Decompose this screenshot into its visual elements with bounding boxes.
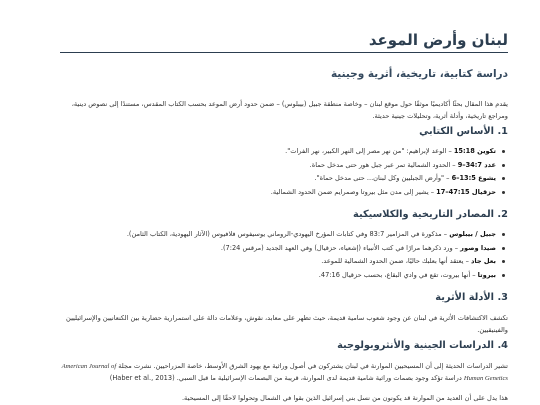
- biblical-list: [60, 148, 508, 202]
- list-item-text: – أنها بيروت، تقع في وادي البقاع، بحسب حزقيال 47:16.: [318, 270, 478, 279]
- list-item: [60, 175, 496, 189]
- citation: (Haber et al., 2013): [109, 373, 175, 382]
- list-item-text: – "وأرض الجبليين وكل لبنان... حتى مدخل حماة".: [314, 174, 452, 183]
- intro-paragraph: يقدم هذا المقال بحثًا أكاديميًا موثقًا حول موقع لبنان – وخاصة منطقة جبيل (بيبلوس) – ضمن حدود أرض الموعد بحسب الكتاب المقدس، مستندًا إلى نصوص دينية، ومراجع تاريخية، وأدلة أثرية، وتحليلات جينية حديثة.: [71, 100, 508, 120]
- list-item: [60, 258, 496, 272]
- title-divider: [60, 52, 508, 53]
- list-item: [60, 148, 496, 162]
- list-item-ref: بيروتا: [477, 270, 496, 279]
- list-item-ref: بعل جاد: [471, 257, 496, 266]
- list-item-text: – يعتقد أنها بعلبك حاليًا، ضمن الحدود الشمالية للموعد.: [321, 257, 471, 266]
- list-item-text: – الحدود الشمالية تمر عبر جبل هور حتى مدخل حماة.: [309, 160, 458, 169]
- section-heading-historical: 2. المصادر التاريخية والكلاسيكية: [353, 209, 508, 220]
- list-item: [60, 231, 496, 245]
- section-heading-genetic: 4. الدراسات الجينية والأنثروبولوجية: [337, 340, 508, 351]
- list-item: [60, 272, 496, 286]
- list-item-ref: تكوين 15:18: [453, 147, 496, 155]
- historical-list: [60, 231, 508, 285]
- list-item-text: – الوعد لإبراهيم: "من نهر مصر إلى النهر الكبير، نهر الفرات".: [285, 147, 454, 155]
- list-item-ref: حزقيال 47:15–17: [436, 187, 496, 196]
- genetics-paragraph-2: هذا يدل على أن العديد من الموارنة قد يكونون من نسل بني إسرائيل الذين بقوا في الشمال وتحولوا لاحقًا إلى المسيحية.: [181, 394, 508, 402]
- list-item-text: – ورد ذكرهما مرارًا في كتب الأنبياء (إشعياء، حزقيال) وفي العهد الجديد (مرقس 7:24).: [220, 243, 461, 252]
- list-item-ref: صيدا وصور: [460, 243, 496, 252]
- page-title: لبنان وأرض الموعد: [368, 31, 508, 49]
- list-item-text: – مذكورة في المزامير 83:7 وفي كتابات المؤرخ اليهودي-الروماني يوسيفوس فلافيوس (الآثار اليهودية، الكتاب الثامن).: [126, 230, 450, 238]
- page-subtitle: دراسة كتابية، تاريخية، أثرية وجينية: [330, 68, 508, 80]
- genetics-paragraph: [60, 361, 508, 384]
- section-heading-biblical: 1. الأساس الكتابي: [419, 126, 508, 137]
- archaeology-paragraph: تكشف الاكتشافات الأثرية في لبنان عن وجود شعوب سامية قديمة، حيث تظهر على معابد، نقوش، وعلامات دالة على استمرارية حضارية بين الكنعانيين والإسرائيليين والفينيقيين.: [66, 314, 508, 334]
- list-item-text: – يشير إلى مدن مثل بيروتا وصمرايم ضمن الحدود الشمالية.: [270, 187, 437, 196]
- genetics-text-prefix: تشير الدراسات الحديثة إلى أن المسيحيين الموارنة في لبنان يشتركون في أصول وراثية مع يهود الشرق الأوسط، خاصة المزراحيين. نشرت مجلة: [116, 362, 508, 370]
- journal-name: American Journal of Human Genetics: [61, 363, 508, 382]
- list-item-ref: جبيل / بيبلوس: [449, 230, 496, 238]
- list-item: [60, 189, 496, 203]
- list-item-ref: عدد 34:7–9: [457, 160, 496, 169]
- genetics-text-mid: دراسة تؤكد وجود بصمات وراثية شامية قديمة لدى الموارنة، قريبة من البصمات الإسرائيلية ما قبل السبي.: [176, 373, 464, 382]
- section-heading-archaeological: 3. الأدلة الأثرية: [435, 292, 508, 303]
- list-item-ref: يشوع 13:5–6: [451, 174, 496, 183]
